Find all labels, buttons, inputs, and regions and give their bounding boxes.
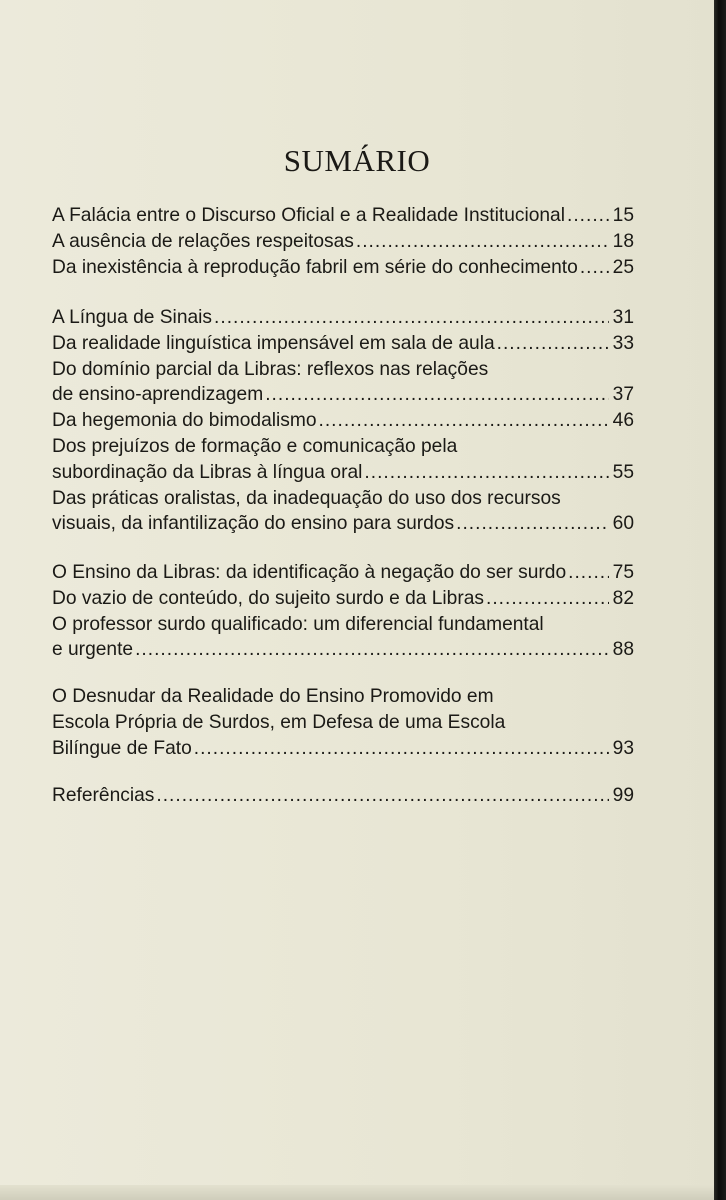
- toc-page-number: 55: [612, 461, 634, 483]
- toc-entry-text: A Falácia entre o Discurso Oficial e a Realidade Institucional: [52, 205, 565, 226]
- toc-page-number: 15: [612, 205, 634, 226]
- toc-leader-dots: [135, 637, 609, 663]
- toc-page-number: 37: [612, 384, 634, 406]
- toc-leader-dots: [194, 736, 609, 762]
- toc-leader-dots: [265, 382, 608, 408]
- toc-entry-line: [52, 255, 634, 281]
- toc-leader-dots: [568, 560, 609, 586]
- toc-entry-text: O Ensino da Libras: da identificação à negação do ser surdo: [52, 562, 567, 583]
- toc-entry-line: [52, 612, 634, 638]
- toc-page-number: 31: [612, 307, 634, 328]
- toc-entry-line: [52, 710, 634, 736]
- toc-entry-line: [52, 560, 634, 586]
- toc-entry-line: [52, 357, 634, 383]
- toc-entry-text: Do domínio parcial da Libras: reflexos nas relações: [52, 358, 489, 380]
- toc-entry-line: [52, 434, 634, 460]
- toc-page-number: 25: [612, 256, 634, 278]
- toc-entry-text: A Língua de Sinais: [52, 307, 213, 328]
- toc-entry-line: [52, 783, 634, 809]
- toc-leader-dots: [580, 255, 609, 281]
- toc-entry-text: de ensino-aprendizagem: [52, 384, 264, 406]
- toc-leader-dots: [567, 203, 609, 229]
- toc-entry-line: [52, 305, 634, 331]
- toc-entry-text: O professor surdo qualificado: um diferencial fundamental: [52, 613, 544, 635]
- toc-page-number: 33: [612, 332, 634, 354]
- toc-entry-line: [52, 586, 634, 612]
- page-title: SUMÁRIO: [283, 143, 431, 178]
- toc-leader-dots: [456, 511, 609, 537]
- page-bottom-edge: [0, 1185, 714, 1200]
- toc-page-number: 46: [612, 410, 634, 432]
- toc-entry-line: [52, 331, 634, 357]
- toc-entry-text: Da realidade linguística impensável em sala de aula: [52, 332, 495, 354]
- toc-leader-dots: [497, 331, 609, 357]
- toc-page-number: 82: [612, 587, 634, 609]
- toc-leader-dots: [486, 586, 609, 612]
- toc-page-number: 88: [612, 639, 634, 661]
- toc-entry-line: [52, 736, 634, 762]
- toc-page-number: 18: [612, 230, 634, 252]
- toc-entry-line: [52, 229, 634, 255]
- page-edge-shadow: [714, 0, 726, 1200]
- toc-entry-text: Das práticas oralistas, da inadequação do uso dos recursos: [52, 487, 561, 509]
- toc-entry-text: subordinação da Libras à língua oral: [52, 461, 363, 483]
- toc-entry-text: Dos prejuízos de formação e comunicação pela: [52, 436, 458, 457]
- toc-entry-line: [52, 408, 634, 434]
- toc-entry-line: [52, 460, 634, 486]
- toc-entry-text: visuais, da infantilização do ensino para surdos: [52, 513, 455, 535]
- toc-entry-text: e urgente: [52, 639, 134, 661]
- toc-entry-line: [52, 684, 634, 710]
- toc-leader-dots: [356, 229, 609, 255]
- toc-entry-text: Bilíngue de Fato: [52, 737, 192, 759]
- toc-leader-dots: [214, 305, 609, 331]
- toc-entry-line: [52, 382, 634, 408]
- toc-entry-text: Do vazio de conteúdo, do sujeito surdo e da Libras: [52, 587, 484, 609]
- toc-entry-text: Referências: [52, 785, 155, 806]
- toc-entry-line: [52, 637, 634, 663]
- toc-leader-dots: [364, 460, 608, 486]
- toc-entry-line: [52, 203, 634, 229]
- toc-page-number: 60: [612, 513, 634, 535]
- toc-entry-line: [52, 511, 634, 537]
- toc-page-number: 93: [612, 737, 634, 759]
- toc-entry-text: A ausência de relações respeitosas: [52, 230, 354, 252]
- toc-leader-dots: [156, 783, 608, 809]
- toc-entry-text: Da inexistência à reprodução fabril em série do conhecimento: [52, 256, 578, 278]
- toc-entry-text: Escola Própria de Surdos, em Defesa de uma Escola: [52, 711, 506, 733]
- toc-entry-text: O Desnudar da Realidade do Ensino Promovido em: [52, 686, 494, 707]
- toc-page-number: 75: [612, 562, 634, 583]
- toc-entry-line: [52, 486, 634, 512]
- toc-page-number: 99: [612, 785, 634, 806]
- toc-leader-dots: [319, 408, 609, 434]
- toc-entry-text: Da hegemonia do bimodalismo: [52, 410, 317, 432]
